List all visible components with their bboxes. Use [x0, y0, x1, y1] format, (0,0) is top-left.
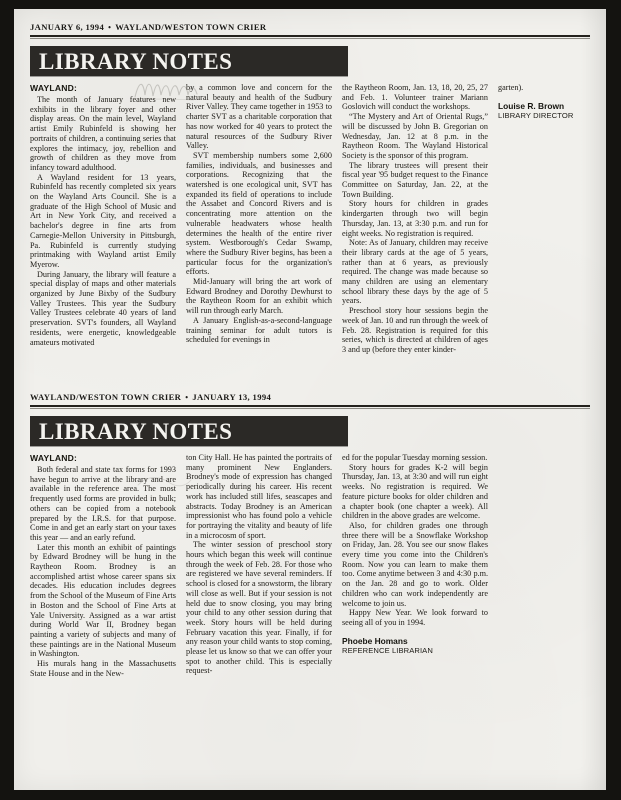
paragraph: Story hours for children in grades kindergarten through two will begin Thursday, Jan. 13, at 3:30 p.m. and run for eight weeks. No registration is required.	[342, 199, 488, 238]
running-head-top	[14, 22, 606, 32]
byline-name: Phoebe Homans	[342, 635, 408, 646]
paragraph: A January English-as-a-second-language training seminar for adult tutors is scheduled for evenings in	[186, 315, 332, 345]
paragraph: Happy New Year. We look forward to seeing all of you in 1994.	[342, 608, 488, 627]
paragraph: Also, for children grades one through three there will be a Snowflake Workshop on Friday, Jan. 28. You see our snow flakes every time you come into the Children's Room. Now you can learn to make them too. Come anytime between 3 and 4:30 p.m. on the Jan. 28 and go to work. Older children who can work independently are welcome to join us.	[342, 520, 488, 608]
byline-name: Louise R. Brown	[498, 100, 565, 111]
article-library-notes-jan-13	[14, 392, 606, 678]
byline-role: LIBRARY DIRECTOR	[498, 110, 574, 120]
paragraph: The month of January features new exhibits in the library foyer and other display areas. On the main level, Wayland artist Emily Rubinfeld is showing her portraits of children, a continuing series that explores the intimacy, joy, rebellion and growth of children as they move from infancy toward adulthood.	[30, 95, 176, 172]
running-head-publication: WAYLAND/WESTON TOWN CRIER	[30, 392, 182, 402]
paragraph: SVT membership numbers some 2,600 families, individuals, and businesses and corporations. Recognizing that the watershed is one ecological unit, SVT has expanded its field of operations to include the Assabet and Concord Rivers and is concentrating more attention on the vulnerable headwaters whose health determines the health of the entire river system. Westborough's Cedar Swamp, where the Sudbury River begins, has been a particular focus for the organization's efforts.	[186, 150, 332, 277]
running-head-date: JANUARY 13, 1994	[192, 392, 272, 402]
paragraph: garten).	[498, 83, 524, 92]
paragraph: ed for the popular Tuesday morning session.	[342, 453, 488, 462]
byline	[498, 101, 606, 121]
column-2	[186, 453, 332, 676]
byline-role: REFERENCE LIBRARIAN	[342, 645, 433, 655]
article-columns	[30, 83, 590, 355]
paragraph: Story hours for grades K-2 will begin Thursday, Jan. 13, at 3:30 and will run eight weeks. No registration is required. We feature picture books for older children and a chapter book (one chapter a week). All children in the above grades are welcome.	[342, 462, 488, 521]
running-head-separator: •	[108, 23, 112, 32]
article-library-notes-jan-6	[14, 22, 606, 355]
paragraph: the Raytheon Room, Jan. 13, 18, 20, 25, 27 and Feb. 1. Volunteer trainer Mariann Goslovich will conduct the workshops.	[342, 83, 488, 112]
paragraph: by a common love and concern for the natural beauty and health of the Sudbury River Valley. They came together in 1953 to charter SVT as a charitable corporation that has now worked for 40 years to protect the natural resources of the Sudbury River Valley.	[186, 83, 332, 151]
masthead-banner-wrap	[30, 416, 590, 446]
column-1	[30, 83, 176, 347]
paragraph: A Wayland resident for 13 years, Rubinfeld has recently completed six years on the Wayland Arts Council. She is a graduate of the High School of Music and Art in New York City, and received a bachelor's degree in fine arts from Carnegie-Mellon University in Pittsburgh, Pa. Rubinfeld is currently studying printmaking with Wayland artist Emily Myerow.	[30, 172, 176, 269]
header-rule-thin	[30, 408, 590, 409]
paragraph: The library trustees will present their fiscal year '95 budget request to the Finance Committee on Saturday, Jan. 22, at the Town Building.	[342, 160, 488, 199]
column-1	[30, 453, 176, 678]
masthead-banner	[30, 416, 348, 446]
running-head-date: JANUARY 6, 1994	[30, 22, 105, 32]
column-3	[342, 453, 488, 655]
paragraph: Mid-January will bring the art work of Edward Brodney and Dorothy Dewhurst to the Raytheon Room for an exhibit which will run through early March.	[186, 277, 332, 316]
header-rule	[30, 35, 590, 37]
paragraph: The winter session of preschool story hours which began this week will continue through the week of Feb. 28. For those who are registered we have several reminders. If school is closed for a snowstorm, the library will close as well. But if your session is not held due to snow closing, you may bring your child to any other session during that week. Story hours will be held during February vacation this year. Finally, if for any reason your child wants to stop coming, please let us know so that we can offer your spot to another child. This is especially request-	[186, 540, 332, 676]
article-columns	[30, 453, 590, 678]
masthead-banner	[30, 46, 348, 76]
paragraph: During January, the library will feature a special display of maps and other materials organized by June Bixby of the Sudbury Valley Trustees. This year the Sudbury Valley Trustees celebrate 40 years of land preservation. SVT's founders, all Wayland residents, were energetic, knowledgeable amateurs motivated	[30, 269, 176, 347]
running-head-bottom	[14, 392, 606, 402]
running-head-publication: WAYLAND/WESTON TOWN CRIER	[115, 22, 267, 32]
header-rule	[30, 405, 590, 407]
paragraph: Later this month an exhibit of paintings by Edward Brodney will be hung in the Raytheon Room. Brodney is an accomplished artist whose career spans six decades. His education includes degrees from the School of the Museum of Fine Arts in Boston and the School of Fine Arts at Yale University. Assigned as a war artist during World War II, Brodney began painting a variety of subjects and many of these paintings are in the National Museum in Washington.	[30, 542, 176, 659]
paragraph: “The Mystery and Art of Oriental Rugs,” will be discussed by John B. Gregorian on Wednesday, Jan. 12 at 8 p.m. in the Raytheon Room. The Wayland Historical Society is the sponsor of this program.	[342, 112, 488, 160]
paragraph: Preschool story hour sessions begin the week of Jan. 10 and run through the week of Feb. 28. Registration is required for this series, which is directed at children of ages 3 and up (before they enter kinder-	[342, 306, 488, 354]
header-rule-thin	[30, 38, 590, 39]
newspaper-page	[14, 9, 606, 790]
running-head-separator: •	[185, 393, 189, 402]
paragraph: His murals hang in the Massachusetts State House and in the New-	[30, 659, 176, 678]
dept-label: WAYLAND:	[30, 453, 78, 463]
dept-label: WAYLAND:	[30, 83, 78, 93]
column-4	[498, 83, 606, 120]
column-3	[342, 83, 488, 355]
paragraph: ton City Hall. He has painted the portraits of many prominent New Englanders. Brodney's mode of expression has changed periodically during his career. His recent work has included still lifes, seascapes and abstracts. Today Brodney is an American impressionist who has found polo a vehicle for portraying the vitality and beauty of life in a microcosm of sport.	[186, 453, 332, 540]
byline	[342, 636, 488, 656]
column-2	[186, 83, 332, 345]
paragraph: Note: As of January, children may receive their library cards at the age of 5 years, rather than at 6 years, as previously required. The change was made because so many children are using an elementary school library these days by the age of 5 years.	[342, 238, 488, 306]
article-title: LIBRARY NOTES	[39, 48, 233, 74]
paragraph: Both federal and state tax forms for 1993 have begun to arrive at the library and are available in the reference area. The most frequently used forms are provided in bulk; others can be copied from a notebook prepared by the I.R.S. for that purpose. Come in and get an early start on your taxes this year — and an early refund.	[30, 465, 176, 542]
article-title: LIBRARY NOTES	[39, 418, 233, 444]
masthead-banner-wrap	[30, 46, 590, 76]
